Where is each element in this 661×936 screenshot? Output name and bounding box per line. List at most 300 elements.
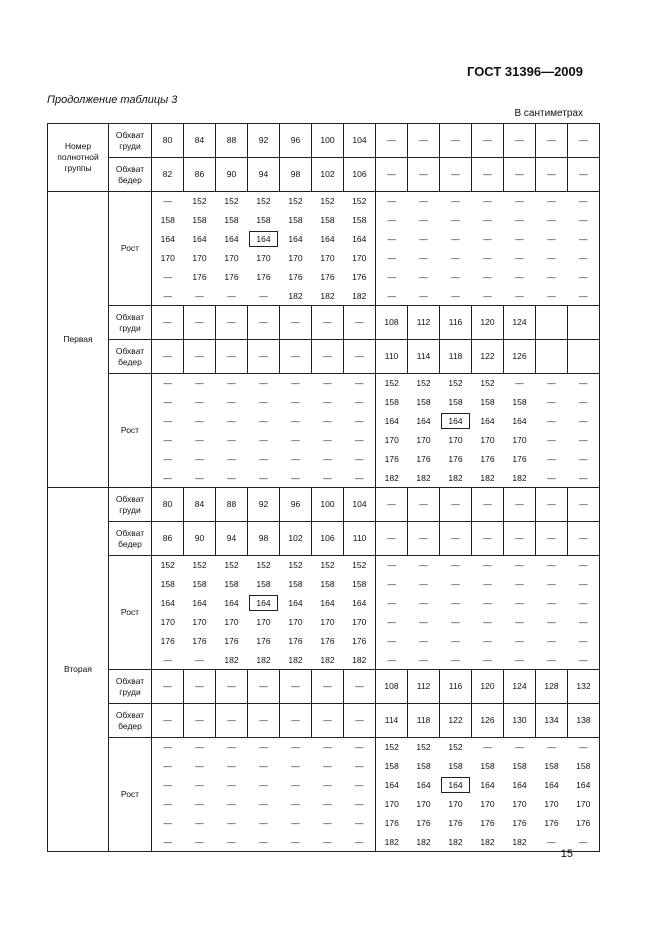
table-cell: — xyxy=(312,833,344,852)
table-cell: — xyxy=(152,268,184,287)
table-cell: 158 xyxy=(416,760,431,771)
table-cell: 170 xyxy=(568,795,600,814)
table-cell: — xyxy=(568,613,600,632)
table-cell: 158 xyxy=(320,214,335,225)
table-cell: — xyxy=(248,704,280,738)
table-cell: — xyxy=(376,651,408,670)
table-cell: — xyxy=(152,704,184,738)
table-cell: 158 xyxy=(512,760,527,771)
table-cell: — xyxy=(216,833,248,852)
table-cell: 116 xyxy=(440,306,472,340)
table-cell: — xyxy=(515,597,524,608)
table-cell: — xyxy=(547,635,556,646)
table-cell: 158 xyxy=(152,575,184,594)
table-cell: — xyxy=(323,760,332,771)
table-cell: 158 xyxy=(544,760,559,771)
height-label: Рост xyxy=(109,556,152,670)
table-cell: — xyxy=(536,488,568,522)
table-cell: — xyxy=(440,158,472,192)
table-cell: 138 xyxy=(568,704,600,738)
table-cell: — xyxy=(536,522,568,556)
table-cell: — xyxy=(536,738,568,757)
table-cell: 170 xyxy=(352,616,367,627)
table-cell: — xyxy=(547,252,556,263)
table-cell: 170 xyxy=(224,252,239,263)
table-cell: 100 xyxy=(312,488,344,522)
table-cell: — xyxy=(280,469,312,488)
parameter-label: Обхват бедер xyxy=(109,522,152,556)
highlighted-value: 164 xyxy=(441,777,469,794)
table-cell: 182 xyxy=(408,469,440,488)
table-cell: — xyxy=(419,635,428,646)
table-cell: — xyxy=(483,271,492,282)
height-label: Рост xyxy=(109,738,152,852)
table-cell: — xyxy=(291,396,300,407)
table-cell: — xyxy=(152,431,184,450)
table-cell: 152 xyxy=(440,374,472,393)
girth-row xyxy=(48,340,600,374)
table-cell: — xyxy=(451,252,460,263)
table-cell: — xyxy=(504,192,536,211)
table-cell: 152 xyxy=(440,738,472,757)
table-cell: — xyxy=(216,340,248,374)
table-cell: — xyxy=(152,670,184,704)
table-cell: — xyxy=(483,578,492,589)
table-cell: 152 xyxy=(280,192,312,211)
table-cell: 158 xyxy=(448,760,463,771)
table-cell: 176 xyxy=(544,817,559,828)
table-cell: — xyxy=(195,779,204,790)
table-cell: 164 xyxy=(224,597,239,608)
table-cell: 108 xyxy=(376,306,408,340)
table-cell: 164 xyxy=(512,415,527,426)
table-cell: 170 xyxy=(448,798,463,809)
table-cell: — xyxy=(547,396,556,407)
table-cell: — xyxy=(440,556,472,575)
table-cell: — xyxy=(259,434,268,445)
table-cell: — xyxy=(440,192,472,211)
table-cell: 112 xyxy=(408,670,440,704)
table-cell: 164 xyxy=(416,415,431,426)
parameter-label: Обхват бедер xyxy=(109,704,152,738)
table-cell: — xyxy=(472,522,504,556)
table-cell: — xyxy=(515,616,524,627)
height-row xyxy=(48,738,600,757)
table-cell: — xyxy=(152,412,184,431)
height-label: Рост xyxy=(109,192,152,306)
table-cell: — xyxy=(291,760,300,771)
table-cell: — xyxy=(515,578,524,589)
table-cell: — xyxy=(355,434,364,445)
table-cell: 176 xyxy=(288,635,303,646)
table-cell: 158 xyxy=(288,214,303,225)
table-cell: — xyxy=(568,249,600,268)
table-cell: — xyxy=(184,287,216,306)
table-cell: — xyxy=(472,287,504,306)
table-cell: 122 xyxy=(440,704,472,738)
highlighted-value: 164 xyxy=(249,231,277,248)
table-cell: — xyxy=(536,651,568,670)
table-cell: 152 xyxy=(312,556,344,575)
table-cell: — xyxy=(504,287,536,306)
table-cell: 104 xyxy=(344,488,376,522)
table-cell: — xyxy=(216,469,248,488)
table-cell: 132 xyxy=(568,670,600,704)
table-cell: — xyxy=(472,192,504,211)
table-cell: 86 xyxy=(184,158,216,192)
table-cell: 176 xyxy=(512,453,527,464)
parameter-label: Обхват груди xyxy=(109,124,152,158)
table-cell: — xyxy=(152,340,184,374)
table-cell: — xyxy=(291,798,300,809)
table-cell: — xyxy=(483,635,492,646)
table-cell: — xyxy=(547,616,556,627)
header-row xyxy=(48,158,600,192)
table-cell: 152 xyxy=(184,192,216,211)
table-cell: — xyxy=(568,738,600,757)
table-cell: — xyxy=(568,268,600,287)
table-cell: — xyxy=(504,374,536,393)
table-cell: — xyxy=(440,124,472,158)
table-cell: 182 xyxy=(280,651,312,670)
group-number-header: Номер полнотной группы xyxy=(48,124,109,192)
table-cell: — xyxy=(195,817,204,828)
table-cell: 102 xyxy=(312,158,344,192)
table-cell: — xyxy=(152,776,184,795)
table-cell: 120 xyxy=(472,670,504,704)
table-cell: — xyxy=(184,738,216,757)
table-cell: — xyxy=(227,760,236,771)
table-cell: 164 xyxy=(480,779,495,790)
table-cell: — xyxy=(344,833,376,852)
table-cell: — xyxy=(568,488,600,522)
table-cell: — xyxy=(472,488,504,522)
table-cell: 106 xyxy=(344,158,376,192)
table-cell: 152 xyxy=(408,738,440,757)
parameter-label: Обхват груди xyxy=(109,488,152,522)
table-cell: 80 xyxy=(152,124,184,158)
table-cell: — xyxy=(216,306,248,340)
table-cell: — xyxy=(536,833,568,852)
table-cell: — xyxy=(483,252,492,263)
table-cell: — xyxy=(483,597,492,608)
table-cell: — xyxy=(515,635,524,646)
table-cell: — xyxy=(419,252,428,263)
highlighted-value: 164 xyxy=(249,595,277,612)
table-cell: — xyxy=(568,522,600,556)
table-cell: 164 xyxy=(320,597,335,608)
table-cell: 134 xyxy=(536,704,568,738)
table-cell: 110 xyxy=(376,340,408,374)
table-cell: — xyxy=(184,469,216,488)
table-cell: — xyxy=(259,396,268,407)
table-cell: — xyxy=(408,192,440,211)
table-cell: — xyxy=(568,158,600,192)
table-cell: — xyxy=(408,651,440,670)
table-cell: — xyxy=(291,779,300,790)
table-cell: — xyxy=(568,833,600,852)
table-cell: — xyxy=(152,450,184,469)
table-cell: 96 xyxy=(280,488,312,522)
table-cell: — xyxy=(547,453,556,464)
table-cell: 158 xyxy=(352,214,367,225)
table-cell: 170 xyxy=(376,431,408,450)
header-row xyxy=(48,124,600,158)
table-cell: 182 xyxy=(280,287,312,306)
table-cell: — xyxy=(216,670,248,704)
table-cell: — xyxy=(547,434,556,445)
table-cell: 84 xyxy=(184,124,216,158)
table-cell: 176 xyxy=(416,817,431,828)
table-cell: — xyxy=(472,158,504,192)
table-cell: 152 xyxy=(344,192,376,211)
table-cell: 170 xyxy=(320,252,335,263)
table-cell: 90 xyxy=(216,158,248,192)
table-cell: — xyxy=(312,738,344,757)
table-cell: 130 xyxy=(504,704,536,738)
table-cell: 128 xyxy=(536,670,568,704)
table-cell: 88 xyxy=(216,124,248,158)
table-cell: — xyxy=(451,271,460,282)
table-cell: — xyxy=(515,252,524,263)
table-cell: — xyxy=(515,214,524,225)
girth-row xyxy=(48,704,600,738)
table-cell: 158 xyxy=(256,214,271,225)
table-cell: — xyxy=(227,453,236,464)
table-cell: — xyxy=(312,670,344,704)
table-cell: 164 xyxy=(152,230,184,249)
table-cell: — xyxy=(376,249,408,268)
table-cell: — xyxy=(568,192,600,211)
table-cell: — xyxy=(355,798,364,809)
table-cell: — xyxy=(195,415,204,426)
table-cell: — xyxy=(323,817,332,828)
table-cell: — xyxy=(376,192,408,211)
table-cell: 182 xyxy=(440,833,472,852)
table-cell: 176 xyxy=(224,271,239,282)
table-cell: — xyxy=(152,306,184,340)
table-cell: 176 xyxy=(256,635,271,646)
table-cell: 152 xyxy=(216,556,248,575)
table-cell: — xyxy=(323,453,332,464)
table-cell: 176 xyxy=(288,271,303,282)
table-cell: — xyxy=(376,488,408,522)
table-cell: 164 xyxy=(544,779,559,790)
table-cell: 170 xyxy=(480,434,495,445)
table-cell: 152 xyxy=(376,374,408,393)
table-cell: — xyxy=(536,158,568,192)
table-cell: — xyxy=(568,556,600,575)
table-cell: — xyxy=(152,738,184,757)
table-cell: — xyxy=(472,124,504,158)
table-cell: 164 xyxy=(152,594,184,613)
table-cell: — xyxy=(547,415,556,426)
table-cell: — xyxy=(483,616,492,627)
table-cell: 158 xyxy=(480,396,495,407)
table-cell: 158 xyxy=(224,214,239,225)
table-cell: — xyxy=(515,271,524,282)
table-cell: — xyxy=(355,779,364,790)
table-cell: — xyxy=(408,287,440,306)
table-cell xyxy=(568,340,600,374)
table-cell: — xyxy=(504,124,536,158)
table-cell: — xyxy=(259,760,268,771)
table-cell: 152 xyxy=(280,556,312,575)
table-cell: 182 xyxy=(472,469,504,488)
table-cell: 164 xyxy=(288,597,303,608)
table-cell xyxy=(536,340,568,374)
table-cell: — xyxy=(344,738,376,757)
table-cell: — xyxy=(376,613,408,632)
table-cell: — xyxy=(195,396,204,407)
girth-row xyxy=(48,306,600,340)
table-cell: — xyxy=(472,556,504,575)
table-cell: — xyxy=(440,651,472,670)
table-cell: — xyxy=(504,738,536,757)
table-cell: — xyxy=(195,453,204,464)
table-cell: — xyxy=(227,415,236,426)
table-cell: — xyxy=(248,374,280,393)
table-cell: 120 xyxy=(472,306,504,340)
table-cell: 108 xyxy=(376,670,408,704)
group-name: Вторая xyxy=(48,488,109,852)
table-cell: 176 xyxy=(568,814,600,833)
table-cell: 122 xyxy=(472,340,504,374)
table-caption: Продолжение таблицы 3 xyxy=(47,94,178,106)
table-cell: 182 xyxy=(472,833,504,852)
table-cell: — xyxy=(355,396,364,407)
table-cell: — xyxy=(152,469,184,488)
table-cell: — xyxy=(547,271,556,282)
table-cell: — xyxy=(536,469,568,488)
table-cell: 152 xyxy=(184,556,216,575)
table-cell: 152 xyxy=(408,374,440,393)
table-cell: 152 xyxy=(344,556,376,575)
table-cell: 94 xyxy=(248,158,280,192)
table-cell: — xyxy=(227,434,236,445)
table-cell: 182 xyxy=(312,651,344,670)
table-cell: — xyxy=(195,434,204,445)
table-cell: — xyxy=(259,798,268,809)
table-cell: — xyxy=(248,469,280,488)
table-cell: 170 xyxy=(416,434,431,445)
table-cell: 170 xyxy=(352,252,367,263)
table-cell: 170 xyxy=(192,616,207,627)
table-cell: 182 xyxy=(344,651,376,670)
table-cell: — xyxy=(568,632,600,651)
table-cell: — xyxy=(323,434,332,445)
table-cell: — xyxy=(312,374,344,393)
girth-row xyxy=(48,522,600,556)
table-cell: 158 xyxy=(448,396,463,407)
table-cell: — xyxy=(152,287,184,306)
table-cell: — xyxy=(451,578,460,589)
table-cell: 170 xyxy=(192,252,207,263)
standard-number: ГОСТ 31396—2009 xyxy=(467,64,583,79)
table-cell: — xyxy=(504,158,536,192)
table-cell: — xyxy=(408,124,440,158)
table-cell: 182 xyxy=(376,469,408,488)
table-cell: — xyxy=(568,393,600,412)
table-cell: 94 xyxy=(216,522,248,556)
table-cell: — xyxy=(227,817,236,828)
table-cell: 176 xyxy=(480,817,495,828)
table-cell: — xyxy=(152,393,184,412)
table-cell: 164 xyxy=(224,233,239,244)
table-cell: 176 xyxy=(152,632,184,651)
table-cell: 152 xyxy=(216,192,248,211)
table-cell xyxy=(248,594,280,613)
table-cell: 152 xyxy=(472,374,504,393)
table-cell: — xyxy=(344,670,376,704)
table-cell: — xyxy=(184,670,216,704)
table-cell: — xyxy=(536,556,568,575)
table-cell: — xyxy=(248,833,280,852)
table-cell: — xyxy=(291,453,300,464)
table-cell: 106 xyxy=(312,522,344,556)
table-cell: 112 xyxy=(408,306,440,340)
table-cell: 92 xyxy=(248,488,280,522)
table-cell: — xyxy=(312,306,344,340)
table-cell: 176 xyxy=(448,817,463,828)
table-cell: 158 xyxy=(352,578,367,589)
table-cell: — xyxy=(355,453,364,464)
table-cell: — xyxy=(568,651,600,670)
table-cell: — xyxy=(504,522,536,556)
table-cell: 164 xyxy=(288,233,303,244)
table-cell: 158 xyxy=(512,396,527,407)
table-cell: — xyxy=(451,616,460,627)
table-cell: 158 xyxy=(256,578,271,589)
table-cell: 152 xyxy=(152,556,184,575)
table-cell: — xyxy=(376,124,408,158)
table-cell: — xyxy=(152,814,184,833)
table-cell: 176 xyxy=(376,814,408,833)
table-cell: 176 xyxy=(448,453,463,464)
table-cell xyxy=(536,306,568,340)
table-cell: 164 xyxy=(352,233,367,244)
size-table xyxy=(47,123,600,852)
table-cell: — xyxy=(280,833,312,852)
group-name: Первая xyxy=(48,192,109,488)
table-cell: — xyxy=(568,431,600,450)
table-cell: — xyxy=(312,469,344,488)
girth-row xyxy=(48,670,600,704)
table-cell: 126 xyxy=(504,340,536,374)
table-cell: 176 xyxy=(352,271,367,282)
table-cell: — xyxy=(259,779,268,790)
table-cell: 98 xyxy=(248,522,280,556)
table-cell: 98 xyxy=(280,158,312,192)
table-cell: — xyxy=(248,287,280,306)
table-cell: — xyxy=(323,798,332,809)
table-cell: — xyxy=(152,374,184,393)
table-cell: — xyxy=(152,795,184,814)
table-cell: — xyxy=(259,817,268,828)
table-cell: 96 xyxy=(280,124,312,158)
table-cell: 114 xyxy=(376,704,408,738)
table-cell: — xyxy=(344,374,376,393)
table-cell: 182 xyxy=(248,651,280,670)
table-cell: 158 xyxy=(224,578,239,589)
table-cell xyxy=(440,776,472,795)
table-cell: — xyxy=(536,192,568,211)
table-cell: — xyxy=(451,214,460,225)
table-cell: 170 xyxy=(152,613,184,632)
table-cell: — xyxy=(376,556,408,575)
table-cell: — xyxy=(259,415,268,426)
parameter-label: Обхват бедер xyxy=(109,340,152,374)
